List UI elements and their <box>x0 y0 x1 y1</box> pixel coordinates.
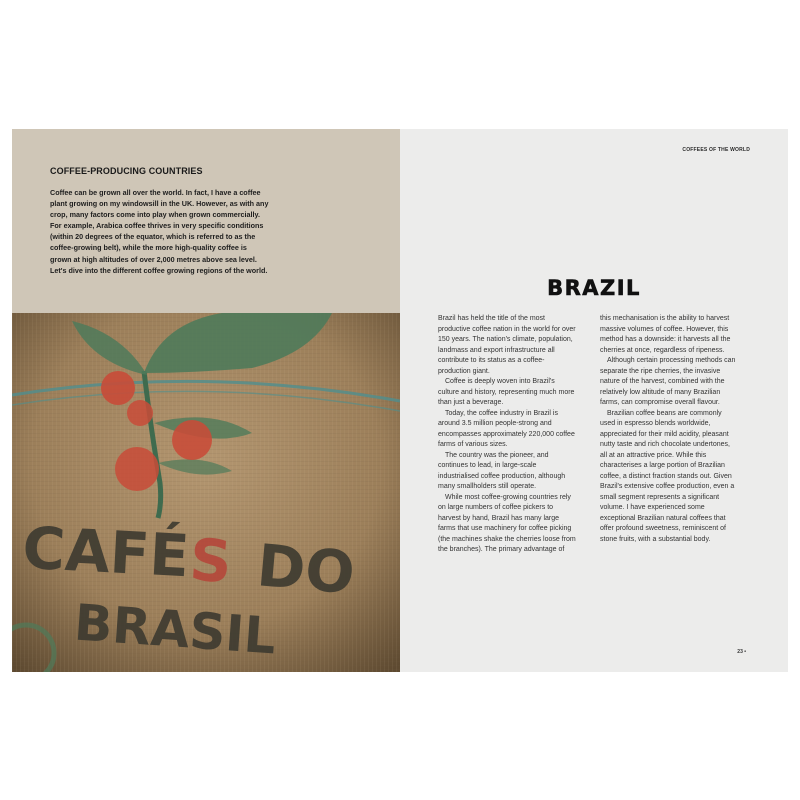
book-spread <box>12 129 788 672</box>
text-column-1 <box>438 314 576 556</box>
running-head: COFFEES OF THE WORLD <box>682 147 750 153</box>
paragraph: Brazilian coffee beans are commonly used in espresso blends worldwide, appreciated for their mild acidity, pleasant nutty taste and rich chocolate undertones, all at an attractive price. While this characterises a large portion of Brazilian coffee, a distinct fraction stands out. Given Brazil's extensive coffee production, even a small segment represents a significant volume. I have experienced some exceptional Brazilian natural coffees that offer profound sweetness, reminiscent of stone fruits, with a substantial body. <box>600 409 735 543</box>
box-title: COFFEE-PRODUCING COUNTRIES <box>50 166 203 176</box>
sack-text-cafe: CAFÉ <box>20 513 191 591</box>
sack-text-brasil: BRASIL <box>72 593 278 666</box>
sack-text-do: DO <box>254 531 358 608</box>
paragraph: The country was the pioneer, and continues to lead, in large-scale industrialised coffee production, although many smallholders still operate. <box>438 451 566 490</box>
paragraph: Today, the coffee industry in Brazil is around 3.5 million people-strong and encompasses approximately 220,000 coffee farms of various sizes. <box>438 409 575 448</box>
text-column-2 <box>600 314 738 545</box>
box-text: Coffee can be grown all over the world. In fact, I have a coffee plant growing on my windowsill in the UK. However, as with any crop, many factors come into play when grown commercially. For example, Arabica coffee thrives in very specific conditions (within 20 degrees of the equator, which is referred to as the coffee-growing belt), while the more high-quality coffee is grown at high altitudes of over 2,000 metres above sea level. Let's dive into the different coffee growing regions of the world. <box>50 188 269 275</box>
coffee-sack-photo <box>12 313 400 672</box>
paragraph: Coffee is deeply woven into Brazil's culture and history, representing much more than just a beverage. <box>438 378 575 406</box>
sack-cherry <box>127 400 153 426</box>
paragraph: Although certain processing methods can separate the ripe cherries, the invasive nature of the harvest, combined with the relatively low altitude of many Brazilian farms, can compromise overall flavour. <box>600 357 736 406</box>
sack-cherry <box>101 371 135 405</box>
paragraph: Brazil has held the title of the most productive coffee nation in the world for over 150 years. The nation's climate, population, landmass and export infrastructure all contribute to its status as a coffee-production giant. <box>438 315 576 375</box>
sack-text-s: S <box>187 525 234 597</box>
page-heading: BRAZIL <box>547 276 641 300</box>
sack-cherry <box>115 447 159 491</box>
left-page <box>12 129 400 672</box>
paragraph: this mechanisation is the ability to harvest massive volumes of coffee. However, this method has a downside: it harvests all the cherries at once, regardless of ripeness. <box>600 315 731 354</box>
paragraph: While most coffee-growing countries rely on large numbers of coffee pickers to harvest by hand, Brazil has many large farms that use machinery for coffee picking (the machines shake the cherries loose from the branches). The primary advantage of <box>438 493 576 553</box>
page-number: 23 • <box>737 649 746 655</box>
right-page <box>400 129 788 672</box>
sack-cherry <box>172 420 212 460</box>
